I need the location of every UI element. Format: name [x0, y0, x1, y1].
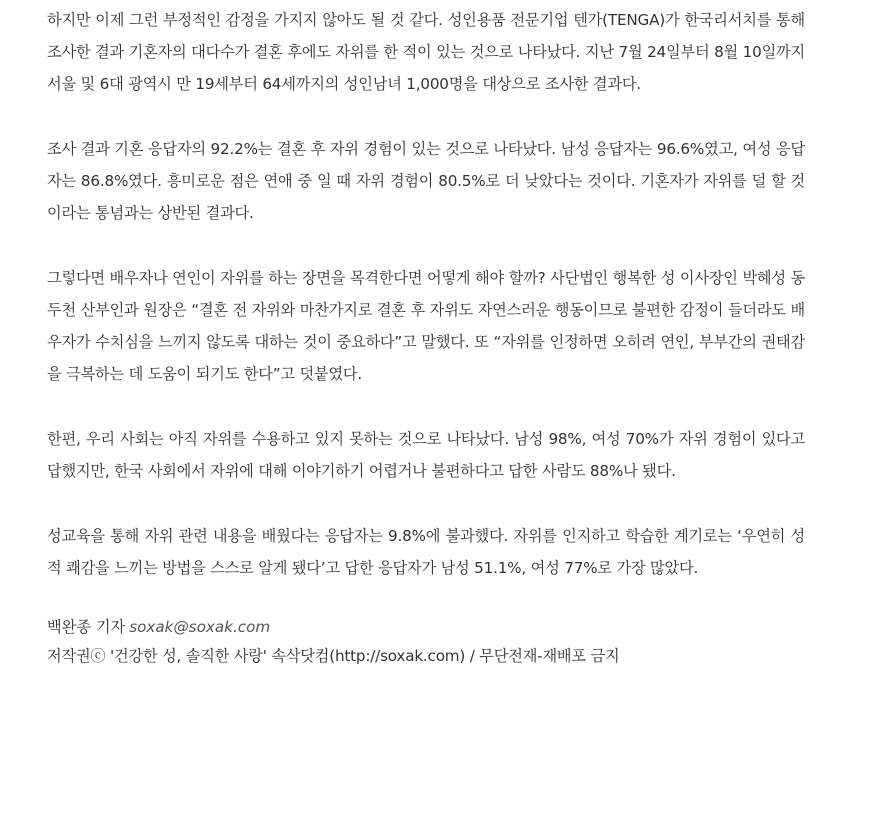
- byline: [47, 613, 805, 642]
- article-paragraph: 성교육을 통해 자위 관련 내용을 배웠다는 응답자는 9.8%에 불과했다. 자위를 인지하고 학습한 계기로는 ‘우연히 성적 쾌감을 느끼는 방법을 스스로 알게 됐다’고 답한 응답자가 남성 51.1%, 여성 77%로 가장 많았다.: [47, 527, 805, 577]
- copyright-notice: 저작권ⓒ '건강한 성, 솔직한 사랑' 속삭닷컴(http://soxak.com) / 무단전재-재배포 금지: [47, 647, 620, 665]
- article-paragraph: 한편, 우리 사회는 아직 자위를 수용하고 있지 못하는 것으로 나타났다. 남성 98%, 여성 70%가 자위 경험이 있다고 답했지만, 한국 사회에서 자위에 대해 이야기하기 어렵거나 불편하다고 답한 사람도 88%나 됐다.: [47, 430, 805, 480]
- article-paragraph: 그렇다면 배우자나 연인이 자위를 하는 장면을 목격한다면 어떻게 해야 할까? 사단법인 행복한 성 이사장인 박혜성 동두천 산부인과 원장은 “결혼 전 자위와 마찬가지로 결혼 후 자위도 자연스러운 행동이므로 불편한 감정이 들더라도 배우자가 수치심을 느끼지 않도록 대하는 것이 중요하다”고 말했다. 또 “자위를 인정하면 오히려 연인, 부부간의 권태감을 극복하는 데 도움이 되기도 한다”고 덧붙였다.: [47, 269, 805, 383]
- reporter-email[interactable]: soxak@soxak.com: [129, 618, 271, 636]
- reporter-name: 백완종 기자: [47, 618, 126, 636]
- article-paragraph: 하지만 이제 그런 부정적인 감정을 가지지 않아도 될 것 같다. 성인용품 전문기업 텐가(TENGA)가 한국리서치를 통해 조사한 결과 기혼자의 대다수가 결혼 후에도 자위를 한 적이 있는 것으로 나타났다. 지난 7월 24일부터 8월 10일까지 서울 및 6대 광역시 만 19세부터 64세까지의 성인남녀 1,000명을 대상으로 조사한 결과다.: [47, 11, 805, 93]
- article-body: [47, 4, 805, 671]
- article-paragraph: 조사 결과 기혼 응답자의 92.2%는 결혼 후 자위 경험이 있는 것으로 나타났다. 남성 응답자는 96.6%였고, 여성 응답자는 86.8%였다. 흥미로운 점은 연애 중 일 때 자위 경험이 80.5%로 더 낮았다는 것이다. 기혼자가 자위를 덜 할 것이라는 통념과는 상반된 결과다.: [47, 140, 805, 222]
